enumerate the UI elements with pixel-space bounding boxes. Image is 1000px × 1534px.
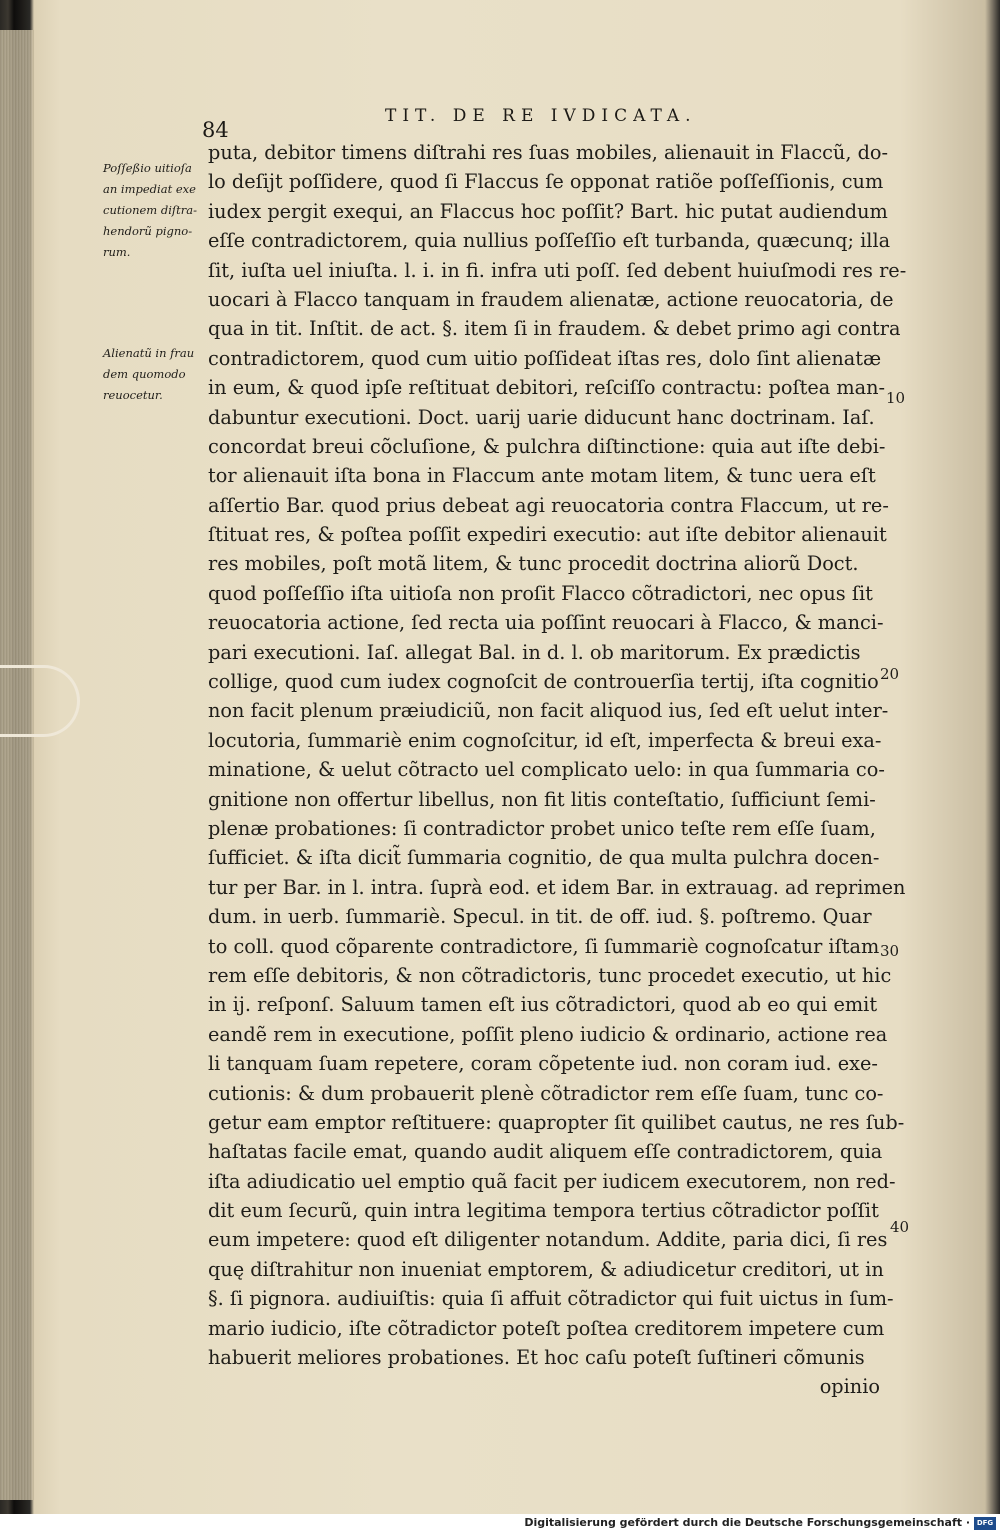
digitization-footer	[0, 1514, 1000, 1534]
text-line: lo deſijt poſſidere, quod ſi Flaccus ſe opponat ratiõe poſſeſſionis, cum	[208, 170, 884, 194]
sidenote-line: an impediat exe	[103, 182, 196, 196]
sidenote-alienatum	[103, 343, 207, 406]
dfg-logo-icon: DFG	[974, 1517, 996, 1530]
text-line: minatione, & uelut cõtracto uel complicato uelo: in qua ſummaria co-	[208, 758, 885, 782]
running-title: TIT. DE RE IVDICATA.	[385, 106, 697, 126]
text-line: gnitione non offertur libellus, non fit litis conteſtatio, ſufficiunt ſemi-	[208, 787, 876, 811]
page-clip	[0, 665, 80, 737]
line-number: 30	[880, 942, 900, 960]
text-line: aſſertio Bar. quod prius debeat agi reuocatoria contra Flaccum, ut re-	[208, 493, 889, 517]
sidenote-possessio	[103, 158, 207, 263]
sidenote-line: dem quomodo	[103, 367, 186, 381]
text-line: habuerit meliores probationes. Et hoc caſu poteſt ſuſtineri cõmunis	[208, 1346, 865, 1370]
text-line: §. ſi pignora. audiuiſtis: quia ſi affuit cõtradictor qui fuit uictus in ſum-	[208, 1287, 894, 1311]
footer-credit: Digitalisierung gefördert durch die Deutsche Forschungsgemeinschaft ·	[524, 1516, 970, 1529]
text-line: concordat breui cõcluſione, & pulchra diſtinctione: quia aut iſte debi-	[208, 434, 886, 458]
text-line: quę diſtrahitur non inueniat emptorem, & adiudicetur creditori, ut in	[208, 1257, 884, 1281]
text-line: ſufficiet. & iſta dicit̃ ſummaria cognitio, de qua multa pulchra docen-	[208, 846, 880, 870]
line-number: 20	[880, 665, 900, 683]
text-line: reuocatoria actione, ſed recta uia poſſint reuocari à Flacco, & manci-	[208, 611, 884, 635]
text-line: collige, quod cum iudex cognoſcit de controuerſia tertij, iſta cognitio	[208, 670, 879, 694]
text-line: dit eum ſecurũ, quin intra legitima tempora tertius cõtradictor poſſit	[208, 1199, 879, 1223]
text-line: locutoria, ſummariè enim cognoſcitur, id eſt, imperfecta & breui exa-	[208, 728, 882, 752]
sidenote-line: rum.	[103, 245, 131, 259]
text-line: puta, debitor timens diſtrahi res ſuas mobiles, alienauit in Flaccũ, do-	[208, 141, 889, 164]
sidenote-line: Alienatũ in frau	[103, 346, 195, 360]
text-line: rem eſſe debitoris, & non cõtradictoris, tunc procedet executio, ut hic	[208, 963, 892, 987]
text-line: iudex pergit exequi, an Flaccus hoc poſſit? Bart. hic putat audiendum	[208, 199, 888, 223]
text-line: ſtituat res, & poſtea poſſit expediri executio: aut iſte debitor alienauit	[208, 523, 887, 547]
text-line: non facit plenum præiudiciũ, non facit aliquod ius, ſed eſt uelut inter-	[208, 699, 889, 723]
text-line: tur per Bar. in l. intra. ſuprà eod. et idem Bar. in extrauag. ad reprimen	[208, 875, 906, 899]
text-line: uocari à Flacco tanquam in fraudem alienatæ, actione reuocatoria, de	[208, 287, 894, 311]
sidenote-line: cutionem diſtra-	[103, 203, 197, 217]
text-line: ſit, iuſta uel iniuſta. l. i. in fi. infra uti poſſ. ſed debent huiuſmodi res re-	[208, 258, 907, 282]
line-number: 40	[890, 1218, 910, 1236]
text-line: contradictorem, quod cum uitio poſſideat iſtas res, dolo ſint alienatæ	[208, 346, 882, 370]
text-line: quod poſſeſſio iſta uitioſa non proſit Flacco cõtradictori, nec opus ſit	[208, 581, 873, 605]
text-line: iſta adiudicatio uel emptio quã facit per iudicem executorem, non red-	[208, 1169, 896, 1193]
text-line: in ij. reſponſ. Saluum tamen eſt ius cõtradictori, quod ab eo qui emit	[208, 993, 878, 1017]
sidenote-line: Poſſeßio uitioſa	[103, 161, 192, 175]
text-line: res mobiles, poſt motã litem, & tunc procedit doctrina aliorũ Doct.	[208, 552, 859, 576]
sidenote-line: hendorũ pigno-	[103, 224, 193, 238]
page-header	[0, 102, 1000, 142]
text-line: pari executioni. Iaſ. allegat Bal. in d. l. ob maritorum. Ex prædictis	[208, 640, 861, 664]
text-line: to coll. quod cõparente contradictore, ſi ſummariè cognoſcatur iſtam	[208, 934, 880, 958]
text-line: plenæ probationes: ſi contradictor probet unico teſte rem eſſe ſuam,	[208, 816, 876, 840]
line-number: 10	[886, 389, 906, 407]
text-line: eum impetere: quod eſt diligenter notandum. Addite, paria dici, ſi res	[208, 1228, 888, 1252]
page-edge-stack	[0, 30, 34, 1500]
sidenote-line: reuocetur.	[103, 388, 163, 402]
text-line: dabuntur executioni. Doct. uarij uarie diducunt hanc doctrinam. Iaſ.	[208, 405, 875, 429]
text-line: qua in tit. Inſtit. de act. §. item ſi in fraudem. & debet primo agi contra	[208, 317, 901, 341]
catchword: opinio	[819, 1375, 880, 1399]
page-number: 84	[202, 118, 229, 142]
text-line: haſtatas facile emat, quando audit aliquem eſſe contradictorem, quia	[208, 1140, 883, 1164]
text-line: cutionis: & dum probauerit plenè cõtradictor rem eſſe ſuam, tunc co-	[208, 1081, 884, 1105]
text-line: dum. in uerb. ſummariè. Specul. in tit. de off. iud. §. poſtremo. Quar	[208, 905, 872, 929]
text-line: tor alienauit iſta bona in Flaccum ante motam litem, & tunc uera eſt	[208, 464, 876, 488]
text-line: mario iudicio, iſte cõtradictor poteſt poſtea creditorem impetere cum	[208, 1316, 885, 1340]
text-line: in eum, & quod ipſe reſtituat debitori, reſciſſo contractu: poſtea man-	[208, 376, 886, 400]
text-line: eſſe contradictorem, quia nullius poſſeſſio eſt turbanda, quæcunq; illa	[208, 229, 891, 253]
text-line: eandẽ rem in executione, poſſit pleno iudicio & ordinario, actione rea	[208, 1022, 888, 1046]
text-line: li tanquam ſuam repetere, coram cõpetente iud. non coram iud. exe-	[208, 1052, 878, 1076]
text-line: getur eam emptor reſtituere: quapropter ſit quilibet cautus, ne res ſub-	[208, 1110, 905, 1134]
